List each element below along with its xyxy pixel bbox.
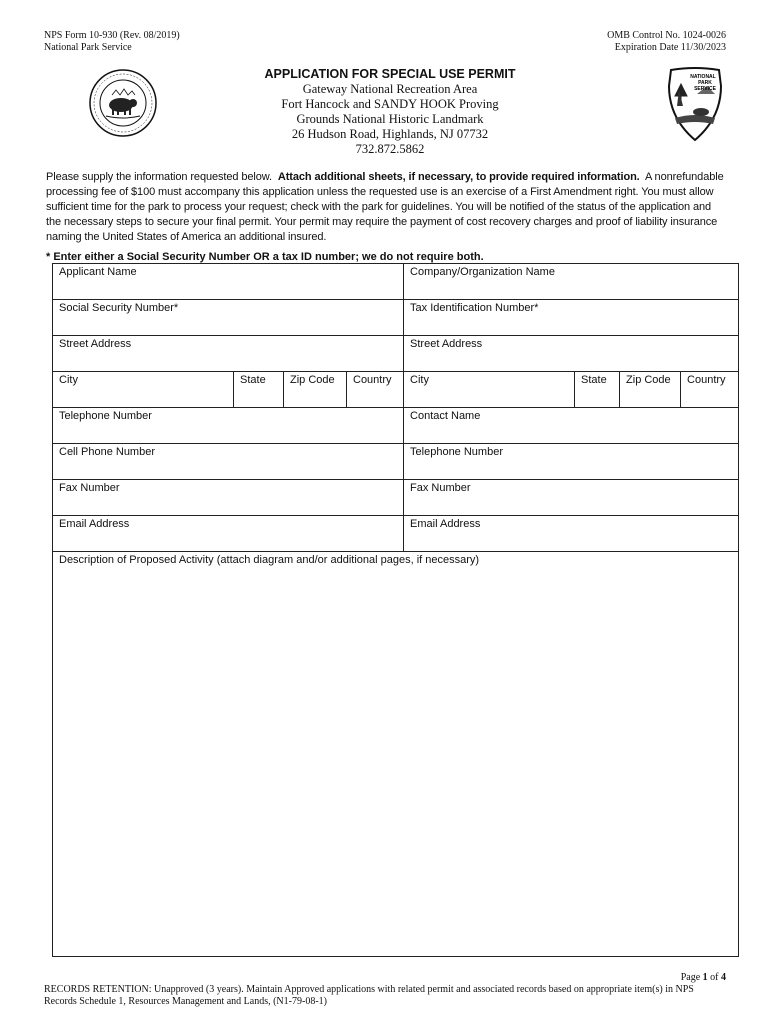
applicant-country-label: Country xyxy=(353,374,392,386)
table-row xyxy=(53,300,739,336)
company-state-field[interactable] xyxy=(575,372,620,408)
company-email-field[interactable] xyxy=(404,516,739,552)
company-email-label: Email Address xyxy=(410,518,481,530)
site-name-line2: Grounds National Historic Landmark xyxy=(296,112,484,126)
omb-control-number: OMB Control No. 1024-0026 xyxy=(607,30,726,41)
table-row xyxy=(53,372,739,408)
applicant-zip-label: Zip Code xyxy=(290,374,335,386)
records-retention-note: RECORDS RETENTION: Unapproved (3 years). Maintain Approved applications with related permit and associated records based on appropriate item(s) in NPS Records Schedule 1, Resources Management and Lands, (N1-79-08-1) xyxy=(44,984,694,1007)
expiration-date: Expiration Date 11/30/2023 xyxy=(614,42,726,53)
page-number xyxy=(681,972,726,983)
ssn-field[interactable] xyxy=(53,300,404,336)
cell-phone-label: Cell Phone Number xyxy=(59,446,155,458)
application-form-table xyxy=(52,263,739,957)
company-city-label: City xyxy=(410,374,429,386)
street-address: 26 Hudson Road, Highlands, NJ 07732 xyxy=(291,127,489,141)
company-name-label: Company/Organization Name xyxy=(410,266,555,278)
applicant-state-label: State xyxy=(240,374,266,386)
page-current: 1 xyxy=(702,972,708,983)
applicant-state-field[interactable] xyxy=(234,372,284,408)
applicant-telephone-field[interactable] xyxy=(53,408,404,444)
applicant-fax-field[interactable] xyxy=(53,480,404,516)
page-of: of xyxy=(710,972,719,983)
page-prefix: Page xyxy=(680,972,701,983)
table-row xyxy=(53,552,739,957)
company-telephone-field[interactable] xyxy=(404,444,739,480)
company-country-field[interactable] xyxy=(681,372,739,408)
table-row xyxy=(53,336,739,372)
intro-bold: Attach additional sheets, if necessary, to provide required information. xyxy=(277,171,640,183)
tin-field[interactable] xyxy=(404,300,739,336)
phone-number: 732.872.5862 xyxy=(355,142,425,156)
tin-label: Tax Identification Number* xyxy=(410,302,539,314)
intro-part1: Please supply the information requested below. xyxy=(46,171,272,183)
company-zip-label: Zip Code xyxy=(626,374,671,386)
applicant-telephone-label: Telephone Number xyxy=(59,410,152,422)
arrowhead-text-service: SERVICE xyxy=(694,86,716,92)
applicant-city-label: City xyxy=(59,374,78,386)
applicant-street-field[interactable] xyxy=(53,336,404,372)
table-row xyxy=(53,264,739,300)
ssn-tin-note: * Enter either a Social Security Number OR a tax ID number; we do not require both. xyxy=(46,251,484,263)
title-block xyxy=(235,67,545,157)
agency-name: National Park Service xyxy=(44,42,132,53)
contact-name-field[interactable] xyxy=(404,408,739,444)
activity-description-field[interactable] xyxy=(53,552,739,957)
site-name-line1: Fort Hancock and SANDY HOOK Proving xyxy=(281,97,499,111)
applicant-email-label: Email Address xyxy=(59,518,130,530)
intro-part2: A nonrefundable processing fee of $100 must accompany this application unless the requested use is an exercise of a First Amendment right. You must allow sufficient time for the park to process your request; check with the park for guidelines. You will be notified of the status of the application and the necessary steps to secure your final permit. Your permit may require the payment of cost recovery charges and proof of liability insurance naming the United States of America an additional insured. xyxy=(46,171,724,243)
page-title: APPLICATION FOR SPECIAL USE PERMIT xyxy=(264,67,516,81)
applicant-zip-field[interactable] xyxy=(284,372,347,408)
table-row xyxy=(53,444,739,480)
company-street-label: Street Address xyxy=(410,338,483,350)
form-identifier xyxy=(44,30,180,54)
applicant-country-field[interactable] xyxy=(347,372,404,408)
cell-phone-field[interactable] xyxy=(53,444,404,480)
applicant-city-field[interactable] xyxy=(53,372,234,408)
company-state-label: State xyxy=(581,374,607,386)
applicant-email-field[interactable] xyxy=(53,516,404,552)
ssn-label: Social Security Number* xyxy=(59,302,179,314)
company-country-label: Country xyxy=(687,374,726,386)
table-row xyxy=(53,480,739,516)
company-fax-label: Fax Number xyxy=(410,482,471,494)
company-telephone-label: Telephone Number xyxy=(410,446,503,458)
company-zip-field[interactable] xyxy=(620,372,681,408)
table-row xyxy=(53,408,739,444)
form-number: NPS Form 10-930 (Rev. 08/2019) xyxy=(44,30,180,41)
company-city-field[interactable] xyxy=(404,372,575,408)
omb-info xyxy=(607,30,726,54)
arrowhead-text-park: PARK xyxy=(698,80,712,86)
applicant-fax-label: Fax Number xyxy=(59,482,120,494)
instructions-paragraph xyxy=(46,170,726,245)
activity-description-label: Description of Proposed Activity (attach diagram and/or additional pages, if necessary) xyxy=(59,554,480,566)
applicant-name-field[interactable] xyxy=(53,264,404,300)
doi-seal-icon xyxy=(88,68,158,138)
park-name: Gateway National Recreation Area xyxy=(302,82,478,96)
contact-name-label: Contact Name xyxy=(410,410,481,422)
arrowhead-text-national: NATIONAL xyxy=(690,74,716,80)
applicant-name-label: Applicant Name xyxy=(59,266,137,278)
company-name-field[interactable] xyxy=(404,264,739,300)
table-row xyxy=(53,516,739,552)
page-total: 4 xyxy=(721,972,726,983)
company-street-field[interactable] xyxy=(404,336,739,372)
applicant-street-label: Street Address xyxy=(59,338,132,350)
company-fax-field[interactable] xyxy=(404,480,739,516)
nps-arrowhead-icon xyxy=(667,66,723,142)
